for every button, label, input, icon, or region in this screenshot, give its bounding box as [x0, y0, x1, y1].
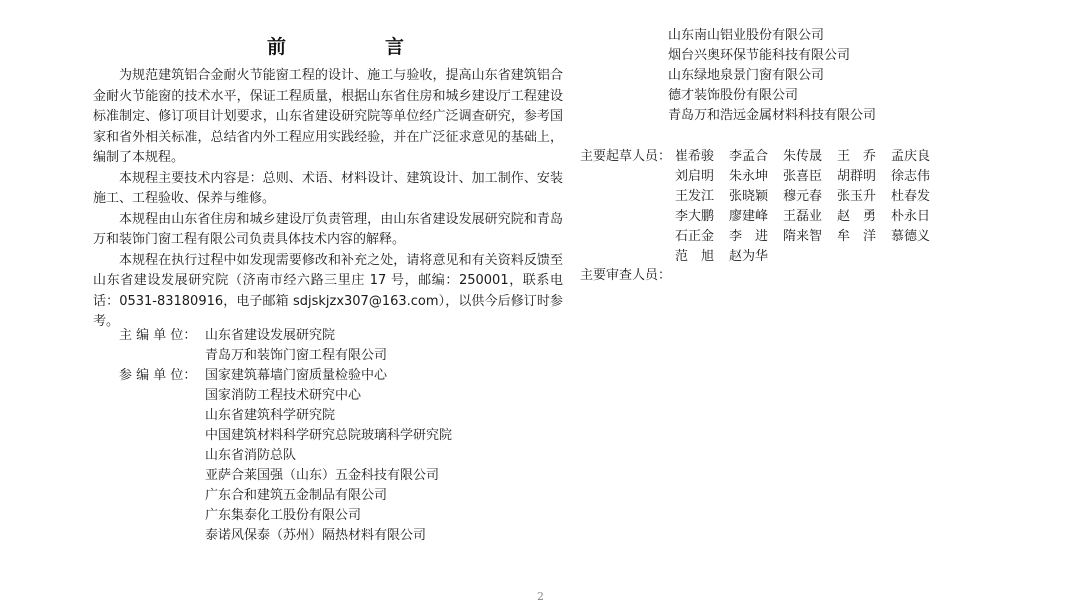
participant-units-list: [205, 366, 452, 546]
person-name: 赵 勇: [837, 209, 877, 224]
unit-name: 山东省建筑科学研究院: [205, 408, 336, 423]
unit-name: 山东南山铝业股份有限公司: [668, 28, 825, 43]
preface-body: [93, 66, 563, 333]
preface-paragraph: 为规范建筑铝合金耐火节能窗工程的设计、施工与验收，提高山东省建筑铝合金耐火节能窗的技术水平，保证工程质量，根据山东省住房和城乡建设厅工程建设标准制定、修订项目计划要求，山东省建设研究院等单位经广泛调查研究，参考国家和省外相关标准，总结省内外工程应用实践经验，并在广泛征求意见的基础上，编制了本规程。: [93, 68, 563, 165]
person-name: 崔希骏: [675, 149, 715, 164]
person-name: 王 乔: [837, 149, 877, 164]
person-name: 赵为华: [729, 249, 769, 264]
person-name: 张玉升: [837, 189, 877, 204]
unit-name: 烟台兴奥环保节能科技有限公司: [668, 48, 851, 63]
drafters-label: 主要起草人员：: [580, 149, 672, 164]
page-title: 前 言: [267, 36, 445, 58]
person-name: 石正金: [675, 229, 715, 244]
person-name: 王磊业: [783, 209, 823, 224]
person-name: 慕德义: [891, 229, 931, 244]
unit-name: 德才装饰股份有限公司: [668, 88, 799, 103]
person-name: 朱永坤: [729, 169, 769, 184]
unit-name: 青岛万和浩远金属材料科技有限公司: [668, 108, 877, 123]
participant-units-label: 参 编 单 位：: [119, 368, 197, 383]
person-name: 李大鹏: [675, 209, 715, 224]
unit-name: 亚萨合莱国强（山东）五金科技有限公司: [205, 468, 440, 483]
person-name: 范 旭: [675, 249, 715, 264]
unit-name: 泰诺风保泰（苏州）隔热材料有限公司: [205, 528, 427, 543]
chief-editor-label: 主 编 单 位：: [119, 328, 197, 343]
person-name: 徐志伟: [891, 169, 931, 184]
unit-name: 广东集泰化工股份有限公司: [205, 508, 362, 523]
unit-name: 广东合和建筑五金制品有限公司: [205, 488, 388, 503]
unit-name: 青岛万和装饰门窗工程有限公司: [205, 348, 388, 363]
person-name: 朱传晟: [783, 149, 823, 164]
person-name: 胡群明: [837, 169, 877, 184]
person-name: 孟庆良: [891, 149, 931, 164]
person-name: 张喜臣: [783, 169, 823, 184]
person-name: 王发江: [675, 189, 715, 204]
chief-editor-list: [205, 326, 387, 366]
preface-paragraph: 本规程在执行过程中如发现需要修改和补充之处，请将意见和有关资料反馈至山东省建设发展研究院（济南市经六路三里庄 17 号，邮编：250001，联系电话：0531-83180916，电子邮箱 sdjskjzx307@163.com），以供今后修订时参考。: [93, 252, 563, 329]
unit-name: 山东绿地泉景门窗有限公司: [668, 68, 825, 83]
person-name: 李 进: [729, 229, 769, 244]
preface-paragraph: 本规程由山东省住房和城乡建设厅负责管理，由山东省建设发展研究院和青岛万和装饰门窗工程有限公司负责具体技术内容的解释。: [93, 211, 563, 247]
unit-name: 中国建筑材料科学研究总院玻璃科学研究院: [205, 428, 453, 443]
unit-name: 国家建筑幕墙门窗质量检验中心: [205, 368, 388, 383]
person-name: 刘启明: [675, 169, 715, 184]
person-name: 穆元春: [783, 189, 823, 204]
person-name: 杜春发: [891, 189, 931, 204]
reviewers-label: 主要审查人员：: [580, 268, 672, 283]
unit-name: 国家消防工程技术研究中心: [205, 388, 362, 403]
person-name: 朴永日: [891, 209, 931, 224]
person-name: 隋来智: [783, 229, 823, 244]
unit-name: 山东省建设发展研究院: [205, 328, 336, 343]
unit-name: 山东省消防总队: [205, 448, 297, 463]
person-name: 牟 洋: [837, 229, 877, 244]
participant-units-continued: [668, 26, 876, 126]
page-number: 2: [537, 590, 544, 603]
preface-paragraph: 本规程主要技术内容是：总则、术语、材料设计、建筑设计、加工制作、安装施工、工程验收、保养与维修。: [93, 170, 563, 206]
person-name: 廖建峰: [729, 209, 769, 224]
person-name: 李孟合: [729, 149, 769, 164]
drafters-grid: [675, 147, 945, 267]
person-name: 张晓颖: [729, 189, 769, 204]
